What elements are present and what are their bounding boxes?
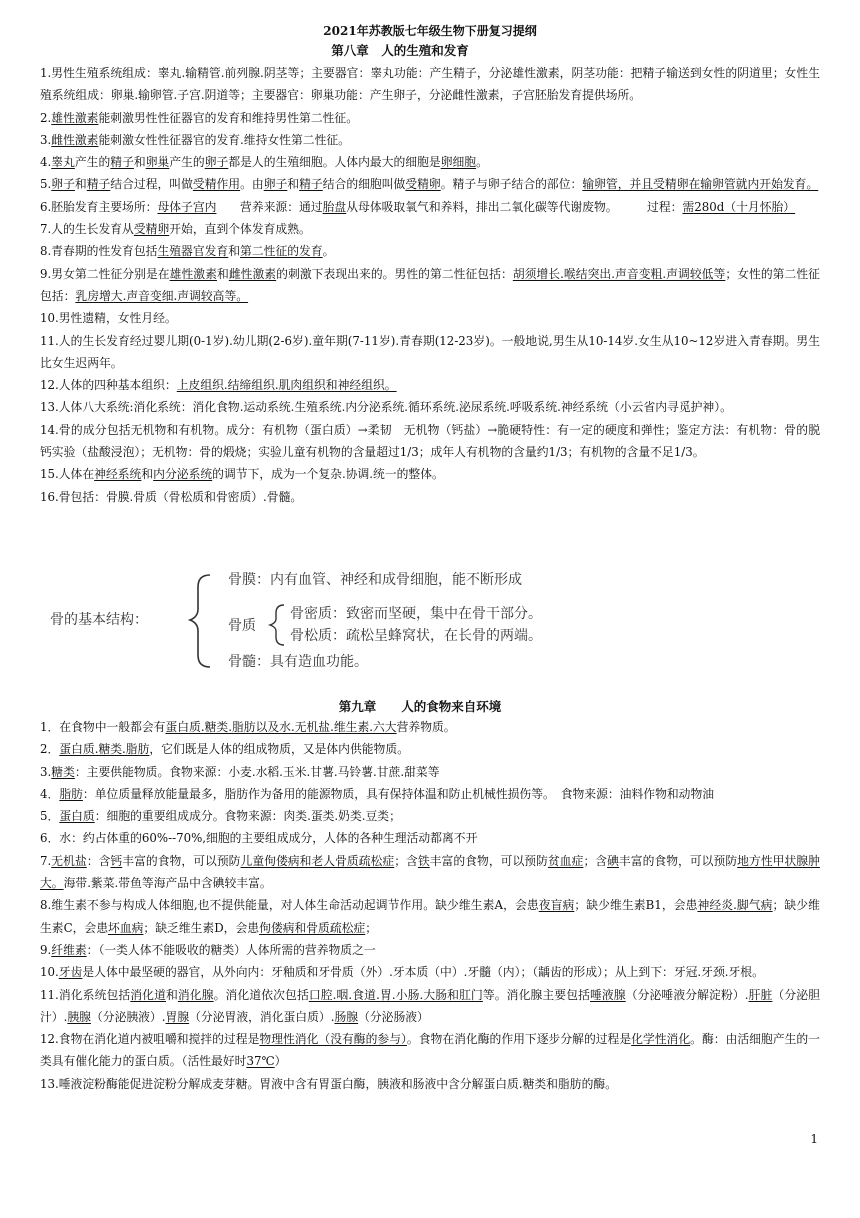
item-text: 和 bbox=[133, 155, 146, 170]
key-term: 精子 bbox=[110, 155, 134, 170]
key-term: 雌性激素 bbox=[228, 266, 277, 281]
item-text: 产生的 bbox=[169, 155, 205, 170]
chapter9-item-7 bbox=[40, 850, 820, 895]
chapter8-item-13 bbox=[40, 396, 820, 418]
item-text: 。 bbox=[322, 244, 335, 259]
item-text: 16.骨包括：骨膜.骨质（骨松质和骨密质）.骨髓。 bbox=[40, 489, 303, 504]
item-text: 15.人体在 bbox=[40, 467, 95, 482]
item-text: （分泌唾液分解淀粉）. bbox=[625, 987, 749, 1002]
key-term: 受精卵 bbox=[133, 222, 170, 237]
item-text: ：细胞的重要组成成分。食物来源：肉类.蛋类.奶类.豆类； bbox=[94, 809, 401, 824]
chapter9-item-9 bbox=[40, 939, 820, 961]
chapter9-item-8 bbox=[40, 894, 820, 939]
item-text: ；缺乏维生素D，会患 bbox=[143, 920, 260, 935]
key-term: 母体子宫内 bbox=[157, 199, 217, 214]
key-term: 唾液腺 bbox=[590, 987, 626, 1002]
item-text: 和 bbox=[141, 467, 154, 482]
key-term: 贫血症 bbox=[547, 853, 584, 868]
item-text: 和 bbox=[287, 177, 300, 192]
item-text: （分泌胰液）. bbox=[90, 1009, 166, 1024]
item-text: 产生的 bbox=[74, 155, 111, 170]
document-title: 2021年苏教版七年级生物下册复习提纲 bbox=[323, 24, 537, 38]
key-term: 输卵管，并且受精卵在输卵管就内开始发育。 bbox=[582, 177, 819, 192]
item-text: 5. bbox=[40, 177, 52, 192]
chapter8-item-1 bbox=[40, 62, 820, 107]
item-text: 。由 bbox=[240, 177, 264, 192]
item-text: 9. bbox=[40, 942, 52, 957]
chapter8-item-3 bbox=[40, 129, 820, 151]
key-term: 卵细胞 bbox=[440, 155, 477, 170]
key-term: 坏血病 bbox=[108, 920, 144, 935]
item-text: 。食物在消化酶的作用下逐步分解的过程是 bbox=[406, 1032, 632, 1047]
key-term: 儿童佝偻病和老人骨质疏松症 bbox=[240, 853, 395, 868]
key-term: 内分泌系统 bbox=[153, 467, 213, 482]
key-term: 肝脏 bbox=[748, 987, 773, 1002]
key-term: 胡须增长.喉结突出.声音变粗.声调较低等 bbox=[512, 266, 726, 281]
key-term: 第二性征的发育 bbox=[240, 244, 323, 259]
chapter9-item-13 bbox=[40, 1073, 820, 1095]
item-text: ；含 bbox=[583, 853, 608, 868]
chapter-8-title: 第八章 人的生殖和发育 bbox=[331, 43, 469, 58]
key-term: 蛋白质.糖类.脂肪 bbox=[59, 742, 150, 757]
key-term: 物理性消化（没有酶的参与） bbox=[259, 1032, 407, 1047]
chapter-9-content bbox=[40, 716, 820, 1095]
item-text: 的刺激下表现出来的。男性的第二性征包括： bbox=[276, 266, 513, 281]
item-text: 能刺激女性性征器官的发育.维持女性第二性征。 bbox=[98, 132, 350, 147]
item-text: 海带.紫菜.带鱼等海产品中含碘较丰富。 bbox=[63, 876, 272, 891]
chapter8-item-14 bbox=[40, 419, 820, 464]
key-term: 牙齿 bbox=[58, 965, 83, 980]
chapter9-item-11 bbox=[40, 984, 820, 1029]
chapter8-item-16 bbox=[40, 486, 820, 508]
item-text: 12.食物在消化道内被咀嚼和搅拌的过程是 bbox=[40, 1032, 260, 1047]
key-term: 胃腺 bbox=[165, 1009, 190, 1024]
item-text: 13.唾液淀粉酶能促进淀粉分解成麦芽糖。胃液中含有胃蛋白酶，胰液和肠液中含分解蛋白质.糖类和脂肪的酶。 bbox=[40, 1076, 617, 1091]
item-text: 10.男性遗精，女性月经。 bbox=[40, 311, 177, 326]
item-text: ：（一类人体不能吸收的糖类）人体所需的营养物质之一 bbox=[86, 942, 376, 957]
key-term: 口腔.咽.食道.胃.小肠.大肠和肛门 bbox=[308, 987, 483, 1002]
item-text: 能刺激男性性征器官的发育和维持男性第二性征。 bbox=[98, 110, 359, 125]
item-text: 开始，直到个体发育成熟。 bbox=[169, 222, 311, 237]
item-text: ） bbox=[274, 1054, 287, 1069]
item-text: 结合的细胞叫做 bbox=[322, 177, 406, 192]
key-term: 受精卵 bbox=[405, 177, 441, 192]
item-text: 14.骨的成分包括无机物和有机物。成分：有机物（蛋白质）→柔韧 无机物（钙盐）→脆硬特性：有一定的硬度和弹性；鉴定方法：有机物：骨的脱钙实验（盐酸浸泡）；无机物：骨的煅烧；实验儿童有机物的含量超过1/3；成年人有机物的含量约1/3；有机物的含量不足1/3。 bbox=[40, 422, 820, 460]
bone-substance-label: 骨质 bbox=[228, 618, 256, 634]
key-term: 地方性甲状腺肿大。 bbox=[40, 853, 820, 891]
key-term: 化学性消化 bbox=[631, 1032, 691, 1047]
key-term: 蛋白质 bbox=[59, 809, 95, 824]
key-term: 无机盐 bbox=[51, 853, 87, 868]
chapter8-item-7 bbox=[40, 218, 820, 240]
item-text: 营养来源：通过 bbox=[216, 199, 323, 214]
item-text: ；女性的第二性征包括： bbox=[40, 266, 820, 303]
chapter8-item-2 bbox=[40, 107, 820, 129]
key-term: 睾丸 bbox=[51, 155, 75, 170]
key-term: 脂肪 bbox=[59, 786, 83, 801]
item-text: ：含 bbox=[86, 853, 111, 868]
key-term: 碘 bbox=[607, 853, 619, 868]
item-text: ； bbox=[365, 920, 378, 935]
page-number: 1 bbox=[810, 1132, 818, 1146]
key-term: 胎盘 bbox=[322, 199, 347, 214]
periosteum-text: 骨膜：内有血管、神经和成骨细胞，能不断形成 bbox=[228, 572, 522, 588]
key-term: 卵子 bbox=[204, 155, 229, 170]
item-text: 。 bbox=[476, 155, 488, 170]
item-text: 3. bbox=[40, 132, 52, 147]
item-text: 的调节下，成为一个复杂.协调.统一的整体。 bbox=[212, 467, 444, 482]
item-text: 3. bbox=[40, 764, 52, 779]
item-text: 5． bbox=[40, 809, 60, 824]
key-term: 胰腺 bbox=[67, 1009, 91, 1024]
chapter-9-title: 第九章 人的食物来自环境 bbox=[338, 699, 502, 714]
item-text: 13.人体八大系统:消化系统：消化食物.运动系统.生殖系统.内分泌系统.循环系统.泌尿系统.呼吸系统.神经系统（小云省内寻觅护神）。 bbox=[40, 400, 732, 415]
item-text: 和 bbox=[74, 177, 87, 192]
key-term: 上皮组织.结缔组织.肌肉组织和神经组织。 bbox=[176, 378, 397, 393]
item-text: 6.胚胎发育主要场所： bbox=[40, 199, 158, 214]
item-text: ；含 bbox=[394, 853, 418, 868]
item-text: （分泌胆汁）. bbox=[40, 987, 820, 1024]
chapter9-item-4 bbox=[40, 783, 820, 805]
chapter8-item-6 bbox=[40, 196, 820, 218]
spongy-bone-text: 骨松质：疏松呈蜂窝状，在长骨的两端。 bbox=[290, 628, 542, 644]
key-term: 生殖器官发育 bbox=[157, 244, 229, 259]
item-text: ：主要供能物质。食物来源：小麦.水稻.玉米.甘薯.马铃薯.甘蔗.甜菜等 bbox=[74, 764, 440, 779]
key-term: 37℃ bbox=[246, 1054, 275, 1069]
item-text: 4． bbox=[40, 786, 60, 801]
item-text: 都是人的生殖细胞。人体内最大的细胞是 bbox=[228, 155, 441, 170]
key-term: 卵子 bbox=[51, 177, 75, 192]
item-text: 1．在食物中一般都会有 bbox=[40, 720, 166, 734]
chapter8-item-4 bbox=[40, 151, 820, 173]
item-text: 。消化道依次包括 bbox=[213, 987, 309, 1002]
chapter9-item-10 bbox=[40, 961, 820, 983]
key-term: 精子 bbox=[86, 177, 111, 192]
item-text: 和 bbox=[166, 987, 178, 1002]
key-term: 蛋白质.糖类.脂肪以及水.无机盐.维生素.六大 bbox=[165, 720, 397, 734]
item-text: 是人体中最坚硬的器官，从外向内：牙釉质和牙骨质（外）.牙本质（中）.牙髓（内）；（龋齿的形成）；从上到下：牙冠.牙颈.牙根。 bbox=[82, 965, 764, 980]
item-text: 1.男性生殖系统组成：睾丸.输精管.前列腺.阴茎等；主要器官：睾丸功能：产生精子，分泌雄性激素，阴茎功能：把精子输送到女性的阴道里；女性生殖系统组成：卵巢.输卵管.子宫.阴道等；主要器官：卵巢功能：产生卵子，分泌雌性激素，子宫胚胎发育提供场所。 bbox=[40, 66, 820, 103]
item-text: 和 bbox=[216, 266, 229, 281]
key-term: 肠腺 bbox=[334, 1009, 359, 1024]
bone-structure-label: 骨的基本结构： bbox=[50, 612, 148, 628]
compact-bone-text: 骨密质：致密而坚硬，集中在骨干部分。 bbox=[290, 606, 542, 622]
key-term: 神经系统 bbox=[94, 467, 142, 482]
item-text: 丰富的食物，可以预防 bbox=[429, 853, 548, 868]
item-text: 和 bbox=[228, 244, 241, 259]
item-text: 8.维生素不参与构成人体细胞,也不提供能量，对人体生命活动起调节作用。缺少维生素A，会患 bbox=[40, 898, 539, 913]
key-term: 神经炎.脚气病 bbox=[697, 898, 773, 913]
key-term: 消化腺 bbox=[177, 987, 214, 1002]
chapter9-item-1 bbox=[40, 716, 820, 738]
chapter9-item-3 bbox=[40, 761, 820, 783]
chapter9-item-2 bbox=[40, 738, 820, 760]
item-text: 8.青春期的性发育包括 bbox=[40, 244, 158, 259]
item-text: （分泌肠液） bbox=[358, 1009, 429, 1024]
chapter8-item-9 bbox=[40, 263, 820, 308]
key-term: 佝偻病和骨质疏松症 bbox=[259, 920, 366, 935]
chapter9-item-5 bbox=[40, 805, 820, 827]
item-text: 11.消化系统包括 bbox=[40, 987, 131, 1002]
key-term: 消化道 bbox=[130, 987, 166, 1002]
item-text: 等。消化腺主要包括 bbox=[482, 987, 590, 1002]
item-text: ；缺少维生素B1，会患 bbox=[574, 898, 698, 913]
chapter8-item-8 bbox=[40, 240, 820, 262]
item-text: ：单位质量释放能量最多，脂肪作为备用的能源物质，具有保持体温和防止机械性损伤等。 食物来源：油料作物和动物油 bbox=[82, 786, 715, 801]
key-term: 乳房增大.声音变细.声调较高等。 bbox=[75, 288, 249, 303]
key-term: 精子 bbox=[299, 177, 323, 192]
item-text: 11.人的生长发育经过婴儿期(0-1岁).幼儿期(2-6岁).童年期(7-11岁).青春期(12-23岁)。一般地说,男生从10-14岁.女生从10~12岁进入青春期。男生比女生迟两年。 bbox=[40, 333, 820, 370]
item-text: 丰富的食物，可以预防 bbox=[122, 853, 241, 868]
item-text: 6．水：约占体重的60%--70%,细胞的主要组成成分，人体的各种生理活动都离不开 bbox=[40, 831, 478, 846]
item-text: 丰富的食物，可以预防 bbox=[618, 853, 738, 868]
key-term: 糖类 bbox=[51, 764, 75, 779]
chapter9-item-6 bbox=[40, 827, 820, 849]
chapter-8-content bbox=[40, 62, 820, 508]
item-text: 9.男女第二性征分别是在 bbox=[40, 266, 170, 281]
key-term: 铁 bbox=[417, 853, 430, 868]
key-term: 受精作用 bbox=[192, 177, 241, 192]
item-text: 从母体吸取氧气和养料，排出二氧化碳等代谢废物。 过程： bbox=[346, 199, 683, 214]
key-term: 雄性激素 bbox=[169, 266, 217, 281]
item-text: 10. bbox=[40, 965, 59, 980]
chapter8-item-10 bbox=[40, 307, 820, 329]
item-text: 7.人的生长发育从 bbox=[40, 222, 134, 237]
item-text: 2． bbox=[40, 742, 60, 757]
key-term: 雌性激素 bbox=[51, 132, 99, 147]
item-text: 营养物质。 bbox=[396, 720, 456, 734]
item-text: 。精子与卵子结合的部位： bbox=[440, 177, 583, 192]
chapter8-item-15 bbox=[40, 463, 820, 485]
chapter8-item-5 bbox=[40, 173, 820, 195]
item-text: （分泌胃液，消化蛋白质）. bbox=[189, 1009, 335, 1024]
bone-structure-diagram bbox=[40, 565, 640, 675]
item-text: 7. bbox=[40, 853, 52, 868]
item-text: 。酶：由活细胞产生的一类具有催化能力的蛋白质。（活性最好时 bbox=[40, 1032, 820, 1069]
chapter8-item-11 bbox=[40, 330, 820, 375]
key-term: 夜盲病 bbox=[538, 898, 575, 913]
key-term: 卵巢 bbox=[145, 155, 170, 170]
key-term: 纤维素 bbox=[51, 942, 87, 957]
bone-marrow-text: 骨髓：具有造血功能。 bbox=[228, 654, 368, 670]
chapter9-item-12 bbox=[40, 1028, 820, 1073]
item-text: 4. bbox=[40, 155, 52, 170]
key-term: 卵子 bbox=[263, 177, 288, 192]
chapter8-item-12 bbox=[40, 374, 820, 396]
item-text: 2. bbox=[40, 110, 52, 125]
item-text: ；缺少维生素C，会患 bbox=[40, 898, 820, 935]
item-text: ，它们既是人体的组成物质，又是体内供能物质。 bbox=[149, 742, 409, 757]
key-term: 钙 bbox=[110, 853, 123, 868]
key-term: 雄性激素 bbox=[51, 110, 99, 125]
key-term: 需280d（十月怀胎） bbox=[682, 199, 796, 214]
item-text: 结合过程，叫做 bbox=[110, 177, 193, 192]
item-text: 12.人体的四种基本组织： bbox=[40, 378, 177, 393]
